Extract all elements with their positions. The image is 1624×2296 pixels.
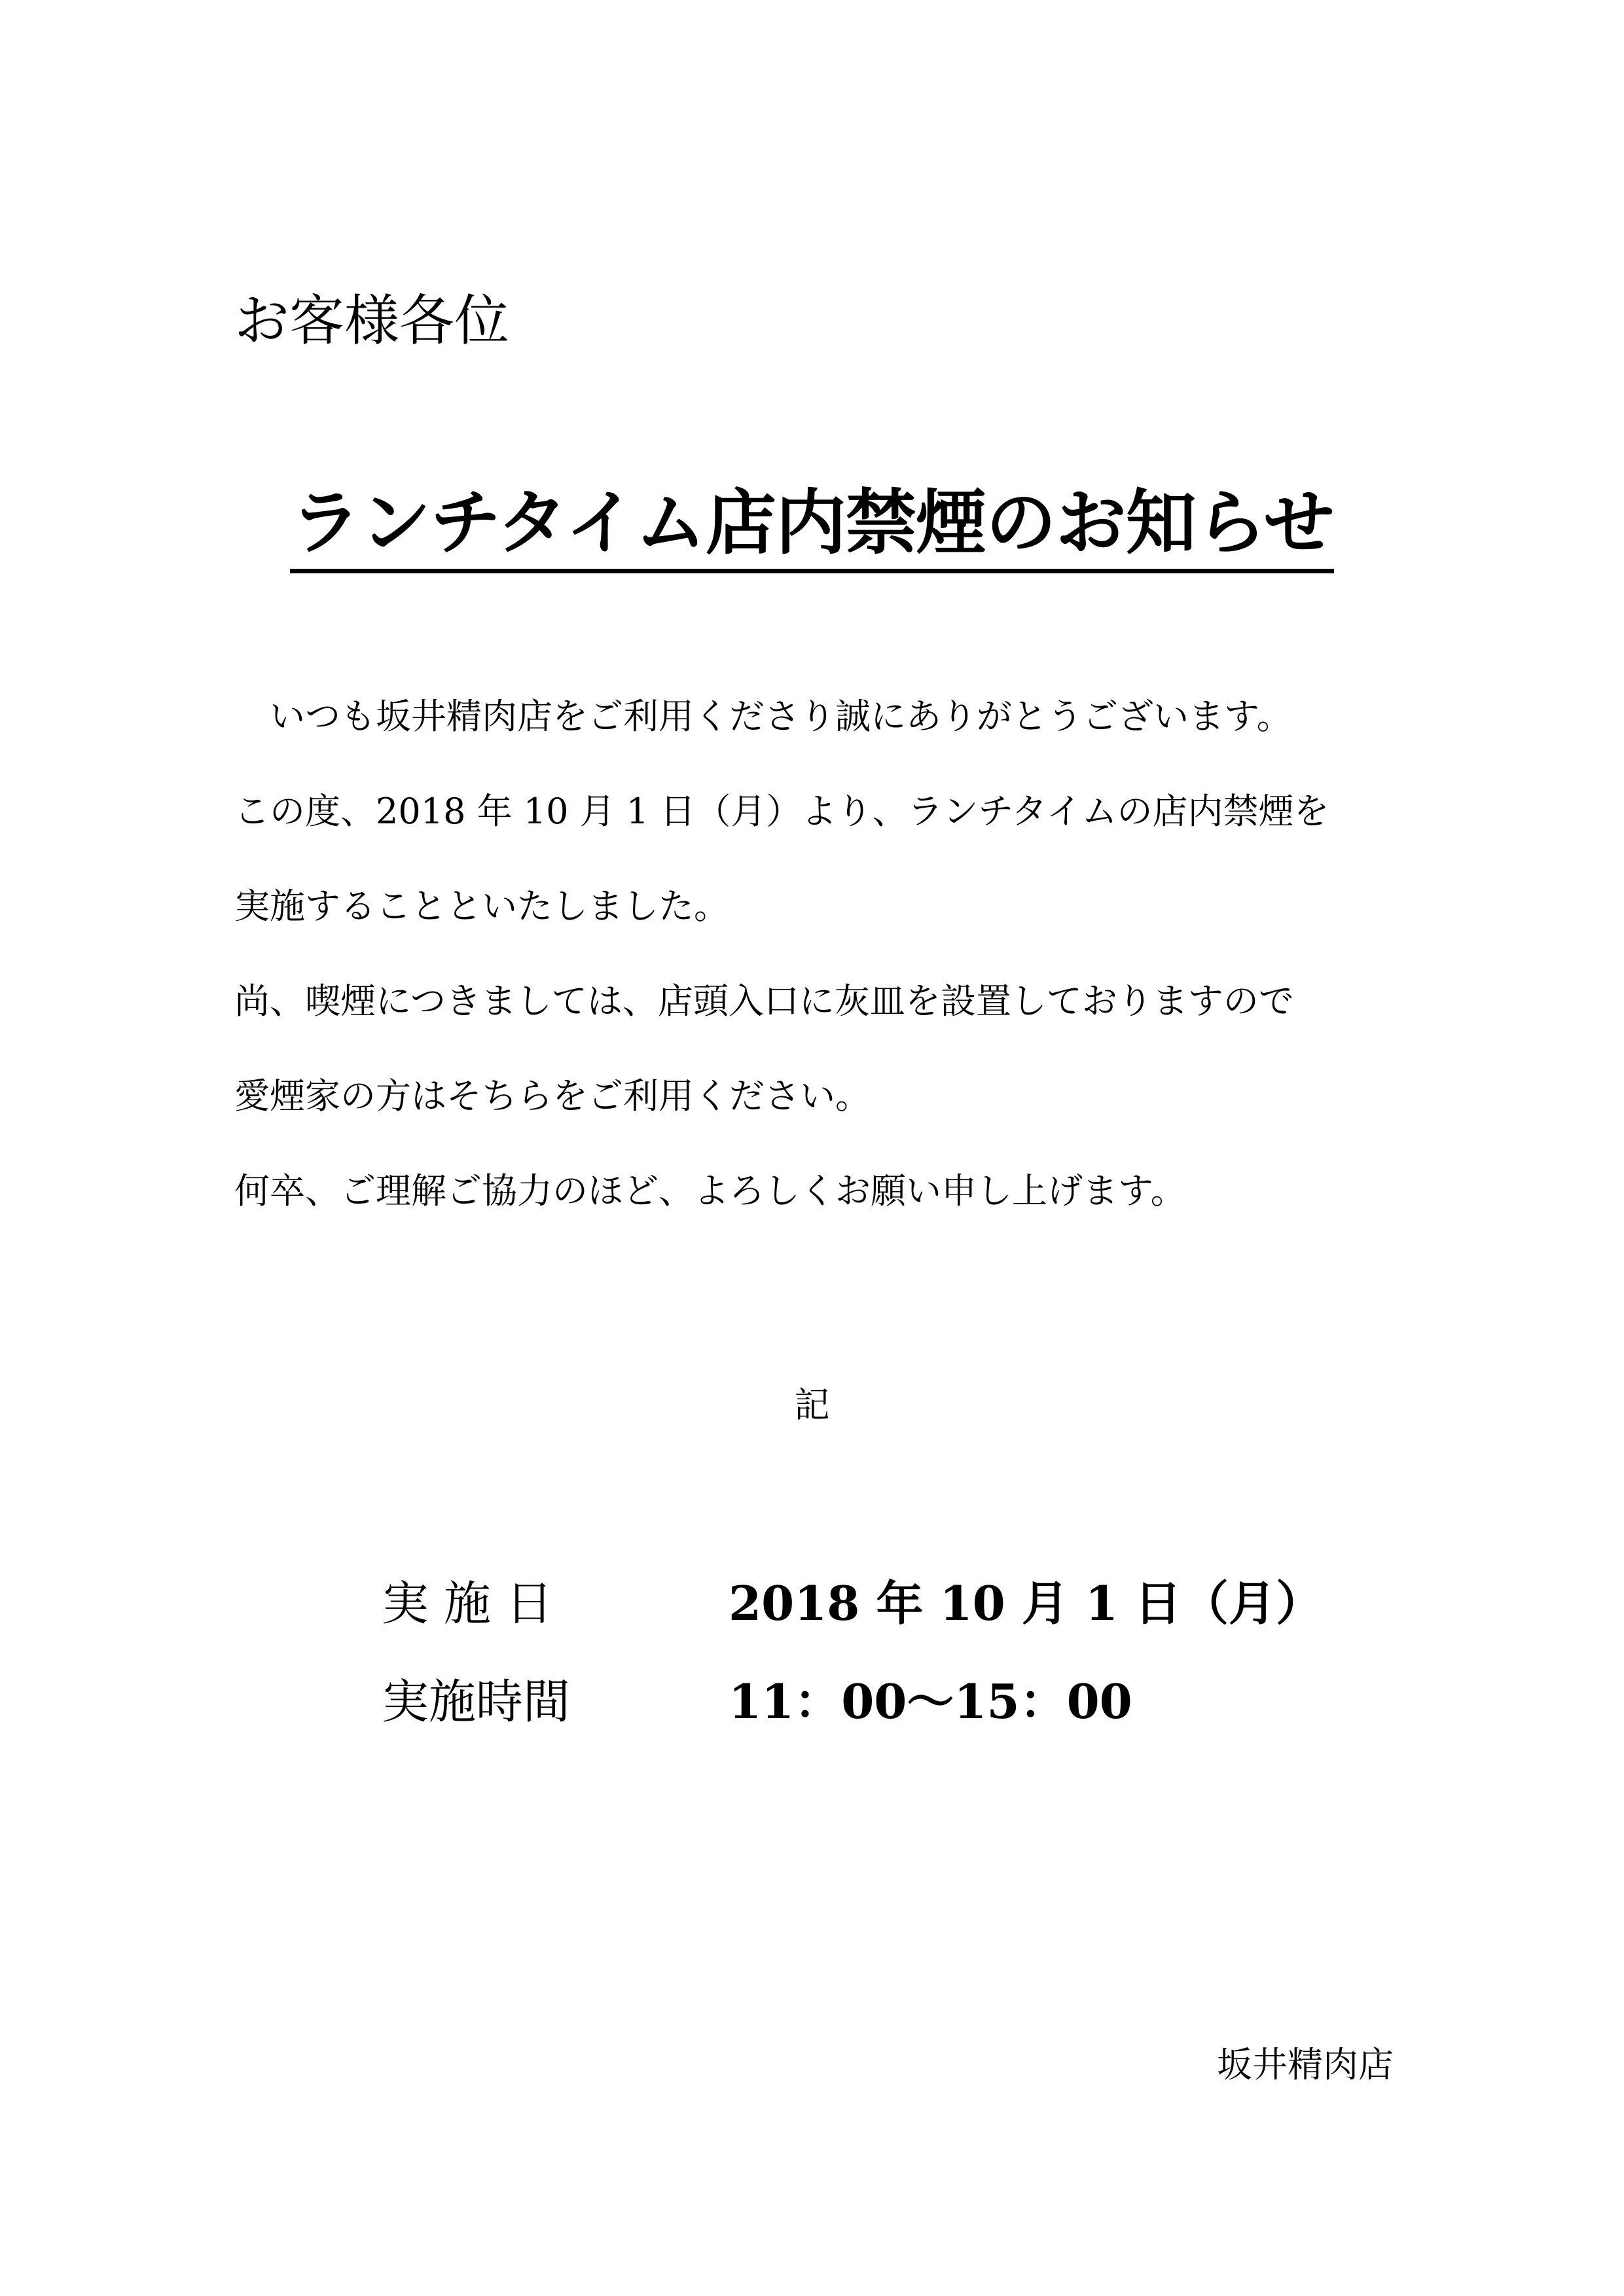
body-line-closing: 何卒、ご理解ご協力のほど、よろしくお願い申し上げます。 bbox=[234, 1170, 1186, 1211]
detail-value-date: 2018 年 10 月 1 日（月） bbox=[729, 1575, 1324, 1631]
notice-title-text: ランチタイム店内禁煙のお知らせ bbox=[290, 481, 1333, 573]
salutation: お客様各位 bbox=[234, 289, 510, 353]
body-line-smokers: 愛煙家の方はそちらをご利用ください。 bbox=[234, 1075, 871, 1117]
body-line-announcement: この度、2018 年 10 月 1 日（月）より、ランチタイムの店内禁煙を bbox=[234, 791, 1329, 832]
body-line-ashtray-notice: 尚、喫煙につきましては、店頭入口に灰皿を設置しておりますので bbox=[234, 980, 1294, 1022]
ki-heading: 記 bbox=[794, 1384, 830, 1426]
detail-label-date: 実 施 日 bbox=[382, 1576, 553, 1631]
detail-value-hours: 11：00〜15：00 bbox=[729, 1674, 1132, 1729]
body-line-implementation: 実施することといたしました。 bbox=[234, 886, 729, 927]
detail-label-hours: 実施時間 bbox=[382, 1674, 571, 1729]
notice-title bbox=[0, 481, 1624, 573]
signature: 坂井精肉店 bbox=[1217, 2044, 1394, 2085]
body-line-greeting: いつも坂井精肉店をご利用くださり誠にありがとうございます。 bbox=[234, 696, 1292, 737]
